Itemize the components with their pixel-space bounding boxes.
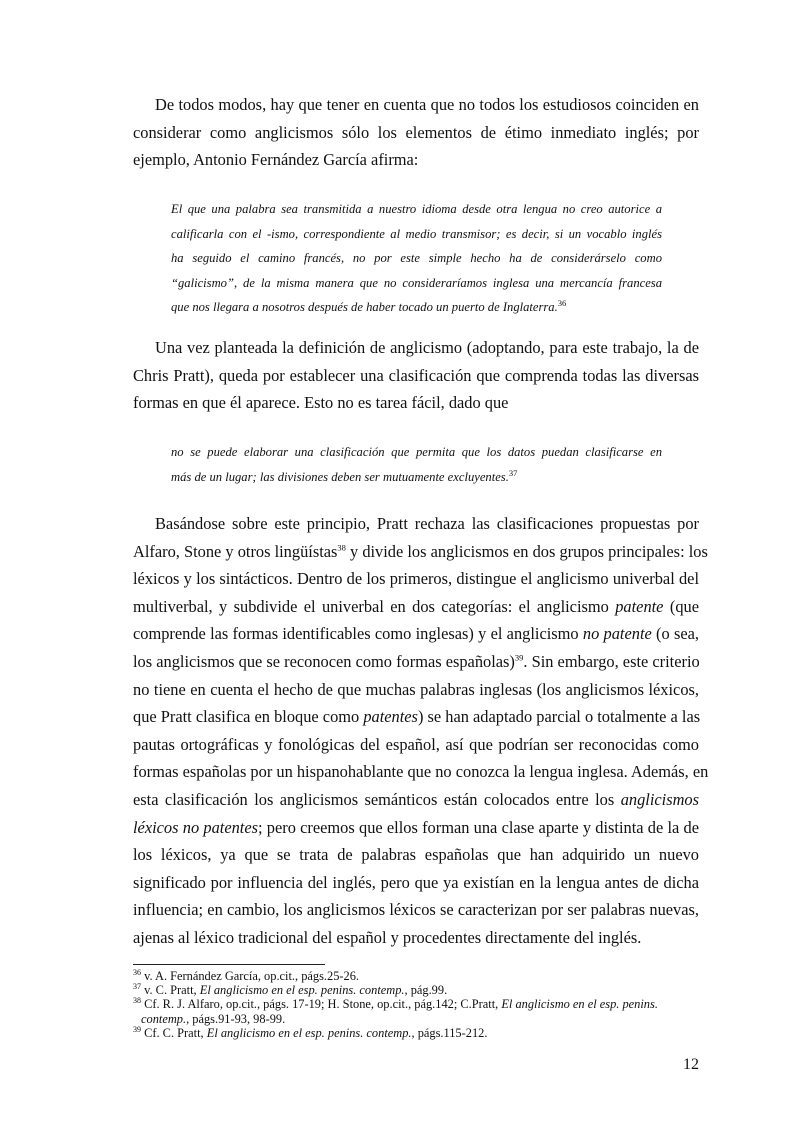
italic-term: patentes [363,707,418,727]
quote-line: no se puede elaborar una clasificación que permita que los datos puedan clasificarse en [171,445,662,459]
italic-term: léxicos no patentes [133,817,258,837]
footnote-text: Cf. R. J. Alfaro, op.cit., págs. 17-19; H. Stone, op.cit., pág.142; C.Pratt, [141,997,502,1012]
text-line [133,538,708,566]
italic-term: no patente [582,624,652,644]
text-segment: multiverbal, y subdivide el univerbal en dos categorías: el anglicismo [133,596,616,616]
footnote-text: v. A. Fernández García, op.cit., págs.25-26. [141,969,360,983]
block-quote-classification [171,440,662,489]
text-line: pautas ortográficas y fonológicas del español, así que podrían ser reconocidas como [133,734,699,754]
text-line: formas españolas por un hispanohablante que no conozca la lengua inglesa. Además, en [133,762,709,782]
page-number: 12 [683,1056,699,1073]
text-segment: (o sea, [651,624,699,644]
quote-line-text: más de un lugar; las divisiones deben ser mutuamente excluyentes. [171,469,509,484]
footnote-ref-39[interactable]: 39 [514,652,524,663]
text-line: formas en que él aparece. Esto no es tarea fácil, dado que [133,393,509,413]
footnote-36 [133,969,703,983]
text-line: ejemplo, Antonio Fernández García afirma: [133,150,419,170]
footnote-37 [133,983,703,997]
text-line [133,703,699,731]
footnote-title: El anglicismo en el esp. penins. [501,997,658,1012]
quote-line: “galicismo”, de la misma manera que no consideraríamos inglesa una mercancía francesa [171,275,662,290]
quote-line-text: que nos llegara a nosotros después de haber tocado un puerto de Inglaterra. [171,300,558,314]
text-line [133,620,699,648]
quote-line [171,295,662,320]
footnote-text: , págs.115-212. [411,1025,488,1040]
footnote-text: Cf. C. Pratt, [141,1025,207,1040]
text-line: Una vez planteada la definición de anglicismo (adoptando, para este trabajo, la de [155,338,699,357]
paragraph-definition [133,334,699,417]
footnote-title: El anglicismo en el esp. penins. contemp. [206,1025,412,1040]
footnote-number: 39 [133,1024,141,1034]
footnote-text: v. C. Pratt, [141,983,200,998]
footnote-ref-38[interactable]: 38 [337,542,346,553]
footnote-title: El anglicismo en el esp. penins. contemp. [199,983,405,998]
text-line: considerar como anglicismos sólo los elementos de étimo inmediato inglés; por [133,122,699,142]
footnote-39 [133,1026,703,1040]
quote-line: El que una palabra sea transmitida a nuestro idioma desde otra lengua no creo autorice a [171,202,662,216]
text-line: no tiene en cuenta el hecho de que muchas palabras inglesas (los anglicismos léxicos, [133,679,699,699]
text-line [133,593,699,621]
text-segment: ) se han adaptado parcial o totalmente a las [417,707,701,727]
paragraph-pratt [133,510,709,952]
text-segment: ; pero creemos que ellos forman una clase aparte y distinta de la de [258,817,700,837]
text-line: De todos modos, hay que tener en cuenta que no todos los estudiosos coinciden en [155,95,699,114]
footnote-text: , pág.99. [404,983,448,998]
text-segment: que Pratt clasifica en bloque como [133,707,364,727]
italic-term: patente [615,596,664,616]
italic-term: anglicismos [620,789,699,809]
text-line [133,786,699,814]
text-line: significado por influencia del inglés, pero que ya existían en la lengua antes de dicha [133,872,699,892]
text-line: léxicos y los sintácticos. Dentro de los primeros, distingue el anglicismo univerbal del [133,569,699,589]
footnote-title: contemp. [141,1011,187,1026]
text-line: Chris Pratt), queda por establecer una clasificación que comprenda todas las diversas [133,365,699,385]
footnote-number: 38 [133,996,141,1006]
text-line: los léxicos, ya que se trata de palabras españolas que han adquirido un nuevo [133,845,699,865]
quote-line: ha seguido el camino francés, no por este simple hecho ha de considerárselo como [171,251,662,265]
paragraph-intro [133,91,699,174]
footnote-38-cont [133,1012,703,1026]
text-segment: (que [663,596,699,616]
text-segment: Alfaro, Stone y otros lingüístas [133,541,338,561]
footnote-number: 36 [133,967,141,977]
footnote-separator [133,964,325,965]
footnote-ref-37[interactable]: 37 [508,467,518,478]
block-quote-fernandez [171,197,662,320]
footnotes [133,969,703,1040]
text-line: influencia; en cambio, los anglicismos léxicos se caracterizan por ser palabras nuevas, [133,900,699,920]
text-line [133,814,699,842]
text-line [133,648,699,676]
footnote-38 [133,997,703,1011]
text-line: ajenas al léxico tradicional del español y procedentes directamente del inglés. [133,927,642,947]
text-segment: comprende las formas identificables como inglesas) y el anglicismo [133,624,583,644]
quote-line: calificarla con el -ismo, correspondiente al medio transmisor; es decir, si un vocablo inglés [171,226,662,241]
text-line: Basándose sobre este principio, Pratt rechaza las clasificaciones propuestas por [155,514,699,533]
footnote-number: 37 [133,982,141,992]
text-segment: los anglicismos que se reconocen como formas españolas) [133,651,515,671]
quote-line [171,465,662,490]
text-segment: esta clasificación los anglicismos semánticos están colocados entre los [133,789,621,809]
text-segment: y divide los anglicismos en dos grupos principales: los [345,541,708,561]
footnote-ref-36[interactable]: 36 [557,297,567,308]
text-segment: . Sin embargo, este criterio [523,651,700,671]
footnote-text: , págs.91-93, 98-99. [186,1011,286,1026]
